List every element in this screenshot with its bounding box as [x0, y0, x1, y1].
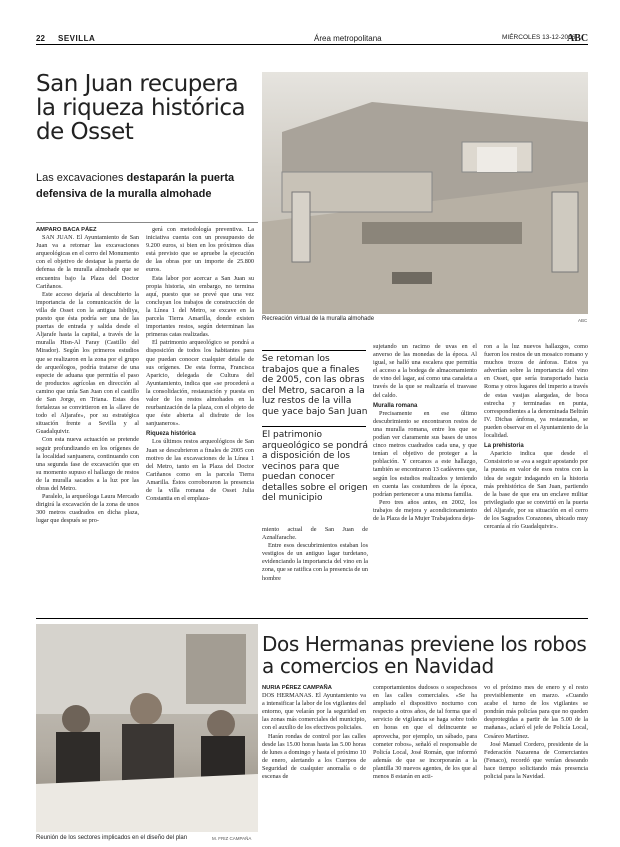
- pull-quote-2: El patrimonio arqueológico se pondrá a disposición de los vecinos para que puedan conocer detalles sobre el origen del municipio: [262, 430, 368, 503]
- paragraph: Los últimos restos arqueológicos de San Juan se descubrieron a finales de 2005 con motivo de las excavaciones de la Línea 1 del Metro, tanto en la Plaza del Doctor Cariñanos como en la parcela Tierra Amarilla. Éstos corroboraron la presencia de la villa romana de Osset Julia Constantia en el emplaza-: [146, 438, 254, 503]
- paragraph: SAN JUAN. El Ayuntamiento de San Juan va a retomar las excavaciones arqueológicas en el cerro del Monumento con el objetivo de destapar la puerta de defensa de la muralla almohade que se encuentra bajo la Plaza del Doctor Cariñanos.: [36, 234, 139, 290]
- wall-fragment: [392, 272, 432, 284]
- paragraph: Paralelo, la arqueóloga Laura Mercado dirigirá la excavación de la zona de unos 300 metros cuadrados en dicha plaza, lugar que después se pro-: [36, 493, 139, 525]
- article-separator: [36, 618, 588, 619]
- paragraph: sujetando un racimo de uvas en el anverso de las monedas de la época. Al igual, se halló una escalera que permitía el acceso a la bodega de almacenamiento de vino del lagar, así como una canaleta a través de la que se realizaría el trasvase del caldo.: [373, 343, 477, 399]
- paragraph: El patrimonio arqueológico se pondrá a disposición de todos los habitantes para que puedan conocer cualquier detalle de sus orígenes. De esta forma, Francisca Aparicio, delegada de Cultura del Ayuntamiento, indica que «se procederá a la consolidación, restauración y puesta en valor de los restos almohades en la reurbanización de la plaza, con el objeto de que éste abierta al disfrute de los sanjuaneros».: [146, 339, 254, 428]
- paragraph: Este acceso dejaría al descubierto la importancia de la comunicación de la villa de Osset con la antigua Isbiliya, puesto que ésta podría ser una de las puertas de entrada y salida desde el Aljarafe hasta la capital, a través de la muralla Hisn-Al Faray (Castillo del Mirador). Según los primeros estudios que se realizaron en la zona por el grupo de arqueólogos, podría tratarse de una especie de aduana que permitía el paso de productos agrícolas en dirección al camino que unía San Juan con el castillo de San Jorge, en Triana. Estas dos fortalezas se convirtieron en la «llave de todo el Aljarafe», por su estratégica situación frente a Sevilla y al Guadalquivir.: [36, 290, 139, 436]
- header-rule: [36, 44, 588, 45]
- article1-col1: [36, 226, 139, 610]
- article1-photo: [262, 72, 588, 314]
- person-head: [207, 710, 235, 738]
- paragraph: Entre esos descubrimientos estaban los vestigios de un antiguo lagar turdetano, evidenciando la importancia del vino en la zona, que se ratifica con la presencia de un hombre: [262, 542, 368, 582]
- subhead: Riqueza histórica: [146, 431, 196, 438]
- paragraph: comportamientos dudosos o sospechosos en las calles comerciales. «Se ha ampliado el dispositivo nocturno con respecto a otros años, de tal forma que el servicio de vigilancia se haga sobre todo en horas en que el delincuente se aprovecha, por ejemplo, un sábado, para cometer robos», señaló el responsable de Policía Local, José Román, que informó además de que se incorporarán a la plantilla 30 nuevos agentes, de los que al menos 8 estarán en acti-: [373, 684, 477, 781]
- abc-logo: ABC: [567, 33, 589, 44]
- paragraph: José Manuel Cordero, presidente de la Federación Nazarena de Comerciantes (Fenaco), recordó que venían deseando hace tiempo solicitando más presencia policial para la Navidad.: [484, 740, 588, 781]
- paragraph: miento actual de San Juan de Aznalfarache.: [262, 526, 368, 542]
- paragraph: Esta labor por acercar a San Juan su propia historia, sin embargo, no termina aquí, puesto que se prevé que una vez concluyan los trabajos de construcción de la Línea 1 del Metro, se excave en la parcela Tierra Amarilla, donde existen importantes restos, según determinan las primeras catas realizadas.: [146, 274, 254, 339]
- article2-photo: [36, 624, 258, 832]
- date-label: MIÉRCOLES 13-12-2006: [502, 34, 576, 41]
- article1-photo-caption: Recreación virtual de la muralla almohade: [262, 316, 375, 322]
- person-head: [62, 705, 90, 733]
- article2-col1: [262, 684, 366, 842]
- person-head: [130, 693, 162, 725]
- article2-byline: NURIA PÉREZ CAMPAÑA: [262, 685, 332, 691]
- article2-title: Dos Hermanas previene los robos a comercios en Navidad: [262, 632, 587, 678]
- subtitle-lead: Las excavaciones: [36, 172, 127, 184]
- wall-painting: [186, 634, 246, 704]
- page-number: 22: [36, 34, 45, 43]
- paragraph: Precisamente en ese último descubrimiento se encontraron restos de una muralla romana, entre los que se podían ver claramente sus bases de unos cinco metros cuadrados cada una, y que tenían el objetivo de proteger a la población. Y cercanos a este hallazgo, también se encontraron 13 cadáveres que, según los estudios realizados y teniendo en cuenta las costumbres de la época, podrían pertenecer a una misma familia.: [373, 409, 477, 498]
- subhead: La prehistoria: [484, 443, 524, 450]
- article1-col4: [373, 343, 477, 610]
- pull-quote-1: Se retoman los trabajos que a finales de 2005, con las obras del Metro, sacaron a la luz restos de la villa que yace bajo San Juan: [262, 354, 368, 417]
- paragraph: gerá con metodología preventiva. La iniciativa cuenta con un presupuesto de 9.200 euros, si bien en los próximos días está previsto que se apruebe la ejecución de las obras por un importe de 25.800 euros.: [146, 226, 254, 274]
- meeting-photo: [36, 624, 258, 832]
- article1-title: San Juan recupera la riqueza histórica de Osset: [36, 71, 246, 145]
- article2-photo-credit: M. FRIZ CAMPAÑA: [212, 836, 252, 841]
- subtitle-rule: [36, 222, 258, 223]
- article1-col5: [484, 343, 588, 610]
- paragraph: vo el próximo mes de enero y el resto previsiblemente en marzo. «Cuando acabe el turno de los vigilantes se pondrán más policías para que no queden desprotegidas a partir de las 5.00 de la mañana», aclaró el jefe de Policía Local, Cesáreo Martínez.: [484, 684, 588, 740]
- paragraph: Harán rondas de control por las calles desde las 15.00 horas hasta las 5.00 horas de lunes a domingo y hasta el próximo 10 de enero, alertando a los Cuerpos de Seguridad de cualquier anomalía o de escenas de: [262, 732, 366, 781]
- tower-right: [552, 192, 578, 272]
- article1-col3: [262, 526, 368, 610]
- muralla-rendering: [262, 72, 588, 314]
- article2-col2: [373, 684, 477, 842]
- table-surface: [36, 774, 258, 832]
- wall-front: [362, 222, 522, 244]
- subhead: Muralla romana: [373, 402, 418, 409]
- paragraph: DOS HERMANAS. El Ayuntamiento va a intensificar la labor de los vigilantes del entorno, que velarán por la seguridad en las zonas más comerciales del municipio, con el auxilio de los efectivos policiales.: [262, 692, 366, 732]
- subtitle-bold: destaparán la puerta defensiva de la muralla almohade: [36, 172, 235, 200]
- tower-left: [292, 192, 310, 262]
- article1-byline: AMPARO BACA PÁEZ: [36, 227, 97, 233]
- gate-inner: [477, 147, 517, 172]
- article1-col2: [146, 226, 254, 610]
- pull2-rule: [262, 426, 366, 427]
- article1-photo-credit: ABC: [578, 318, 588, 323]
- paragraph: Pero tres años antes, en 2002, los trabajos de mejora y acondicionamiento de la Plaza de la Mujer Trabajadora deja-: [373, 498, 477, 522]
- area-label: Área metropolitana: [314, 34, 382, 43]
- article2-col3: [484, 684, 588, 842]
- article2-photo-caption: Reunión de los sectores implicados en el diseño del plan: [36, 835, 188, 841]
- paragraph: Con esta nueva actuación se pretende seguir profundizando en los orígenes de la localidad sanjuanera, continuando con una segunda fase de excavación que en su momento supuso el hallazgo de restos de la muralla sacados a la luz por las obras del Metro.: [36, 436, 139, 492]
- section-name: SEVILLA: [58, 34, 96, 43]
- pull1-rule: [262, 350, 366, 351]
- paragraph: Aparicio indica que desde el Consistorio se «va a seguir apostando por la puesta en valor de esos restos con la idea de seguir indagando en la historia más prehistórica de San Juan, partiendo de la base de que era un enclave militar privilegiado que se convirtió en la puerta del Aljarafe, por su situación en el cerro de los Sagrados Corazones, ubicado muy cercanía al río Guadalquivir».: [484, 450, 588, 531]
- article1-subtitle: [36, 170, 258, 202]
- paragraph: ron a la luz nuevos hallazgos, como fueron los restos de un mosaico romano y muchos trozos de ánforas. Estos ya advertían sobre la importancia del vino en Osset, que sería transportado hacia Roma y otros lugares del imperio a través de estas vasijas alargadas, de boca estrecha y terminadas en punta, correspondientes a la denominada Beltrán IV. Dichas ánforas, ya restauradas, se pueden observar en el Ayuntamiento de la localidad.: [484, 343, 588, 440]
